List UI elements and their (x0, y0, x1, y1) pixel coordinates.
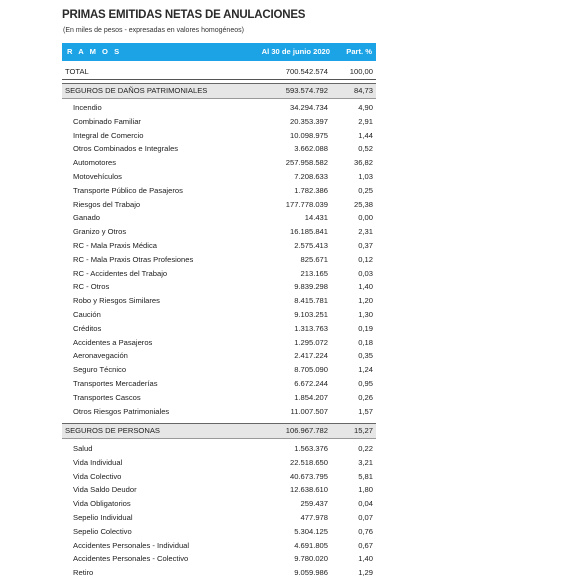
total-label: TOTAL (65, 67, 89, 76)
row-pct: 1,80 (358, 485, 373, 495)
row-pct: 0,26 (358, 392, 373, 402)
row-name: Retiro (73, 568, 94, 578)
row-name: Automotores (73, 158, 117, 168)
document-subtitle: (En miles de pesos - expresadas en valores homogéneos) (63, 27, 244, 34)
row-value: 213.165 (300, 268, 328, 278)
table-row (62, 170, 376, 184)
table-row (62, 142, 376, 156)
row-value: 10.098.975 (289, 130, 328, 140)
header-part: Part. % (346, 47, 372, 56)
table-row (62, 322, 376, 336)
row-name: Transportes Mercaderías (73, 379, 158, 388)
section-pct: 15,27 (353, 426, 373, 435)
table-row (62, 391, 376, 405)
row-value: 4.691.805 (294, 540, 328, 550)
table-row (62, 456, 376, 470)
row-value: 2.417.224 (294, 351, 328, 361)
table-row (62, 525, 376, 539)
table-row (62, 294, 376, 308)
row-name: Seguro Técnico (73, 365, 127, 375)
table-row (62, 129, 376, 143)
row-pct: 0,37 (358, 241, 373, 250)
table-row (62, 349, 376, 363)
row-value: 3.662.088 (294, 144, 328, 154)
section-pct: 84,73 (353, 86, 373, 95)
row-name: Riesgos del Trabajo (73, 199, 141, 209)
row-name: Motovehículos (73, 172, 122, 181)
row-pct: 0,07 (358, 513, 373, 522)
row-value: 9.839.298 (294, 282, 328, 292)
row-value: 6.672.244 (294, 379, 328, 388)
row-pct: 0,67 (358, 540, 373, 550)
row-value: 20.353.397 (289, 116, 328, 126)
row-pct: 5,81 (358, 471, 373, 481)
table-row (62, 267, 376, 281)
row-value: 2.575.413 (294, 241, 328, 250)
table-row (62, 198, 376, 212)
row-name: Sepelio Individual (73, 513, 133, 522)
row-value: 825.671 (300, 254, 328, 264)
table-row (62, 211, 376, 225)
row-pct: 4,90 (358, 103, 373, 112)
row-name: RC - Accidentes del Trabajo (73, 268, 168, 278)
row-pct: 1,20 (358, 296, 373, 306)
section-row-personas (62, 423, 376, 439)
table-row (62, 511, 376, 525)
row-value: 257.958.582 (285, 158, 328, 168)
table-row (62, 101, 376, 115)
header-date: Al 30 de junio 2020 (261, 47, 330, 56)
table-row (62, 405, 376, 419)
row-name: Ganado (73, 213, 101, 223)
row-name: Aeronavegación (73, 351, 128, 361)
row-name: RC - Otros (73, 282, 110, 292)
row-pct: 1,29 (358, 568, 373, 578)
row-name: Caución (73, 310, 101, 319)
table-row (62, 308, 376, 322)
row-pct: 0,12 (358, 254, 373, 264)
row-name: Robo y Riesgos Similares (73, 296, 160, 306)
row-value: 177.778.039 (285, 199, 328, 209)
table-header (62, 43, 376, 61)
row-pct: 25,38 (353, 199, 373, 209)
table-row (62, 552, 376, 566)
row-value: 5.304.125 (294, 526, 328, 536)
row-name: Otros Riesgos Patrimoniales (73, 406, 170, 416)
row-name: Otros Combinados e Integrales (73, 144, 179, 154)
row-name: Vida Obligatorios (73, 499, 131, 509)
header-ramos: R A M O S (67, 47, 122, 56)
row-pct: 0,52 (358, 144, 373, 154)
row-pct: 1,40 (358, 554, 373, 564)
row-value: 7.208.633 (294, 172, 328, 181)
table-row (62, 253, 376, 267)
row-name: Transporte Público de Pasajeros (73, 185, 183, 195)
row-value: 1.563.376 (294, 444, 328, 453)
row-pct: 1,03 (358, 172, 373, 181)
table-row (62, 539, 376, 553)
table-row (62, 470, 376, 484)
row-name: Sepelio Colectivo (73, 526, 132, 536)
row-value: 40.673.795 (289, 471, 328, 481)
section-label: SEGUROS DE PERSONAS (65, 426, 160, 435)
row-pct: 0,03 (358, 268, 373, 278)
row-value: 22.518.650 (289, 457, 328, 467)
row-name: Transportes Cascos (73, 392, 141, 402)
row-name: Vida Saldo Deudor (73, 485, 137, 495)
table-row (62, 280, 376, 294)
table-row (62, 156, 376, 170)
row-pct: 2,31 (358, 227, 373, 237)
table-row (62, 566, 376, 580)
row-value: 8.415.781 (294, 296, 328, 306)
row-pct: 1,30 (358, 310, 373, 319)
row-value: 9.780.020 (294, 554, 328, 564)
row-pct: 0,25 (358, 185, 373, 195)
row-pct: 3,21 (358, 457, 373, 467)
table-row (62, 239, 376, 253)
row-pct: 0,04 (358, 499, 373, 509)
table-row (62, 115, 376, 129)
row-value: 8.705.090 (294, 365, 328, 375)
row-pct: 2,91 (358, 116, 373, 126)
row-value: 259.437 (300, 499, 328, 509)
row-pct: 0,95 (358, 379, 373, 388)
section-value: 106.967.782 (285, 426, 328, 435)
row-value: 1.295.072 (294, 337, 328, 347)
table-row (62, 184, 376, 198)
section-row-danos (62, 83, 376, 99)
document-title: PRIMAS EMITIDAS NETAS DE ANULACIONES (62, 9, 306, 21)
row-value: 11.007.507 (290, 406, 328, 416)
row-value: 14.431 (304, 213, 328, 223)
row-name: RC - Mala Praxis Otras Profesiones (73, 254, 194, 264)
section-value: 593.574.792 (285, 86, 328, 95)
row-pct: 1,40 (358, 282, 373, 292)
row-pct: 0,00 (358, 213, 373, 223)
row-pct: 0,18 (358, 337, 373, 347)
row-value: 477.978 (300, 513, 328, 522)
row-pct: 0,22 (358, 444, 373, 453)
row-name: Créditos (73, 323, 102, 333)
row-value: 1.782.386 (294, 185, 328, 195)
table-row (62, 442, 376, 456)
row-name: Vida Colectivo (73, 471, 122, 481)
section-label: SEGUROS DE DAÑOS PATRIMONIALES (65, 86, 208, 95)
row-name: Combinado Familiar (73, 116, 141, 126)
table-row (62, 363, 376, 377)
row-pct: 1,44 (358, 130, 373, 140)
table-row (62, 483, 376, 497)
row-name: Salud (73, 444, 93, 453)
total-row (62, 65, 376, 80)
row-value: 9.059.986 (294, 568, 328, 578)
row-name: Accidentes a Pasajeros (73, 337, 153, 347)
row-value: 9.103.251 (294, 310, 328, 319)
table-row (62, 225, 376, 239)
row-pct: 36,82 (353, 158, 373, 168)
row-name: Vida Individual (73, 457, 123, 467)
row-value: 16.185.841 (289, 227, 328, 237)
row-name: Integral de Comercio (73, 130, 144, 140)
row-pct: 0,76 (358, 526, 373, 536)
table-row (62, 336, 376, 350)
row-value: 1.313.763 (294, 323, 328, 333)
row-name: Granizo y Otros (73, 227, 127, 237)
row-pct: 0,19 (358, 323, 373, 333)
total-value: 700.542.574 (285, 67, 328, 76)
table-row (62, 497, 376, 511)
row-name: Accidentes Personales - Individual (73, 540, 190, 550)
row-name: RC - Mala Praxis Médica (73, 241, 157, 250)
row-name: Accidentes Personales - Colectivo (73, 554, 189, 564)
row-pct: 1,24 (358, 365, 373, 375)
row-value: 1.854.207 (294, 392, 328, 402)
row-value: 12.638.610 (289, 485, 328, 495)
row-value: 34.294.734 (289, 103, 328, 112)
table-row (62, 377, 376, 391)
row-pct: 1,57 (358, 406, 373, 416)
row-pct: 0,35 (358, 351, 373, 361)
total-pct: 100,00 (349, 67, 373, 76)
row-name: Incendio (73, 103, 102, 112)
